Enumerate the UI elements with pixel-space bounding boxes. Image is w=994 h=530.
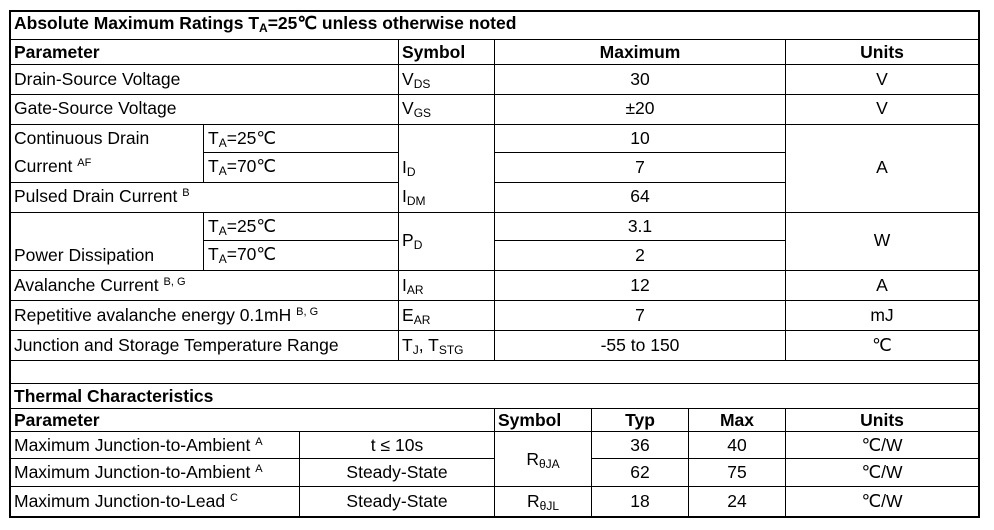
- header-units: Units: [860, 42, 904, 62]
- grid-line: [9, 10, 980, 12]
- th-header-parameter: Parameter: [14, 410, 100, 430]
- th-row2-unit: ℃/W: [861, 462, 903, 482]
- tj-unit: ℃: [872, 335, 892, 355]
- grid-line: [203, 124, 204, 182]
- id-parameter-line2: Current $^{AF}$: [14, 156, 92, 176]
- grid-line: [9, 182, 399, 183]
- vds-unit: V: [876, 69, 888, 89]
- ear-symbol: $E_{AR}$: [402, 305, 431, 327]
- pd-condition-25: $T_A=25℃$: [208, 216, 277, 238]
- grid-line: [9, 458, 495, 459]
- th-header-units: Units: [860, 410, 904, 430]
- vds-parameter: Drain-Source Voltage: [14, 69, 181, 89]
- rthjl-symbol: $R_{\theta JL}$: [527, 491, 559, 513]
- id-condition-25: $T_A=25℃$: [208, 128, 277, 150]
- grid-line: [9, 360, 980, 361]
- vds-symbol: $V_{DS}$: [402, 69, 431, 91]
- idm-symbol: $I_{DM}$: [402, 186, 426, 208]
- pd-condition-70: $T_A=70℃$: [208, 244, 277, 266]
- grid-line: [203, 152, 399, 153]
- grid-line: [203, 240, 399, 241]
- th-row3-typ: 18: [630, 491, 650, 511]
- th-row1-unit: ℃/W: [861, 435, 903, 455]
- th-row1-condition: t ≤ 10s: [370, 435, 424, 455]
- iar-symbol: $I_{AR}$: [402, 275, 424, 297]
- vgs-unit: V: [876, 98, 888, 118]
- ear-maximum: 7: [635, 305, 645, 325]
- pd-parameter: Power Dissipation: [14, 245, 155, 265]
- idm-parameter: Pulsed Drain Current $^B$: [14, 186, 190, 206]
- header-parameter: Parameter: [14, 42, 100, 62]
- idm-maximum: 64: [630, 186, 650, 206]
- abs-max-title: Absolute Maximum Ratings $T_A=25℃$ unless otherwise noted: [14, 13, 517, 35]
- ear-parameter: Repetitive avalanche energy 0.1mH $^{B, G}$: [14, 305, 319, 325]
- pd-max-25: 3.1: [627, 216, 653, 236]
- header-symbol: Symbol: [402, 42, 466, 62]
- th-header-max: Max: [719, 410, 755, 430]
- grid-line: [494, 152, 785, 153]
- tj-parameter: Junction and Storage Temperature Range: [14, 335, 339, 355]
- id-max-70: 7: [635, 157, 645, 177]
- grid-line: [494, 240, 785, 241]
- th-row3-condition: Steady-State: [346, 491, 448, 511]
- id-condition-70: $T_A=70℃$: [208, 156, 277, 178]
- id-symbol: $I_D$: [402, 157, 416, 179]
- header-maximum: Maximum: [599, 42, 681, 62]
- grid-line: [9, 516, 980, 518]
- th-row2-parameter: Maximum Junction-to-Ambient $^A$: [14, 462, 263, 482]
- th-header-typ: Typ: [625, 410, 655, 430]
- th-row2-condition: Steady-State: [346, 462, 448, 482]
- rthja-symbol: $R_{\theta JA}$: [526, 449, 560, 471]
- th-row3-max: 24: [727, 491, 747, 511]
- grid-line: [9, 383, 980, 384]
- pd-max-70: 2: [635, 245, 645, 265]
- id-parameter-line1: Continuous Drain: [14, 128, 150, 148]
- iar-unit: A: [876, 275, 888, 295]
- grid-line: [9, 10, 11, 518]
- grid-line: [398, 39, 399, 360]
- tj-symbol: $T_J$, $T_{STG}$: [402, 335, 464, 357]
- pd-symbol: $P_D$: [402, 230, 423, 252]
- ear-unit: mJ: [870, 305, 894, 325]
- tj-maximum: -55 to 150: [600, 335, 680, 355]
- thermal-title: Thermal Characteristics: [14, 386, 214, 406]
- grid-line: [494, 182, 785, 183]
- vds-maximum: 30: [630, 69, 650, 89]
- vgs-maximum: ±20: [625, 98, 655, 118]
- th-row3-unit: ℃/W: [861, 491, 903, 511]
- grid-line: [978, 10, 980, 518]
- iar-parameter: Avalanche Current $^{B, G}$: [14, 275, 186, 295]
- iar-maximum: 12: [630, 275, 650, 295]
- vgs-symbol: $V_{GS}$: [402, 98, 432, 120]
- th-row2-max: 75: [727, 462, 747, 482]
- grid-line: [203, 212, 204, 270]
- th-row2-typ: 62: [630, 462, 650, 482]
- pd-unit: W: [873, 230, 891, 250]
- th-header-symbol: Symbol: [498, 410, 562, 430]
- th-row3-parameter: Maximum Junction-to-Lead $^C$: [14, 491, 238, 511]
- th-row1-max: 40: [727, 435, 747, 455]
- vgs-parameter: Gate-Source Voltage: [14, 98, 177, 118]
- id-max-25: 10: [630, 128, 650, 148]
- id-unit: A: [876, 157, 888, 177]
- th-row1-parameter: Maximum Junction-to-Ambient $^A$: [14, 435, 263, 455]
- th-row1-typ: 36: [630, 435, 650, 455]
